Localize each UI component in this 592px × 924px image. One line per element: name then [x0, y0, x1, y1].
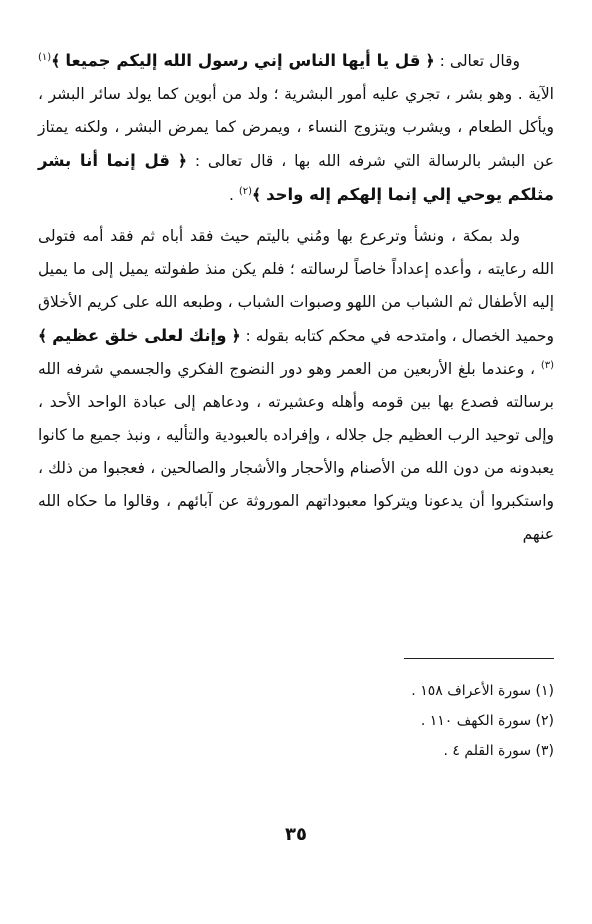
book-page	[38, 44, 554, 845]
verse-open-bracket: ﴿	[177, 152, 187, 170]
verse-close-bracket: ﴾	[51, 52, 61, 70]
paragraph-1-intro: وقال تعالى :	[434, 52, 520, 70]
footnote-ref-3: (٣)	[540, 359, 554, 371]
quran-verse-2: قل إنما أنا بشر مثلكم يوحي إلي إنما إلهكم إله واحد	[38, 151, 554, 204]
footnote-divider	[404, 658, 554, 659]
footnote-3: (٣) سورة القلم ٤ .	[443, 743, 554, 759]
paragraph-2-text-before: ولد بمكة ، ونشأ وترعرع بها ومُني باليتم حيث فقد أباه ثم فقد أمه فتولى الله رعايته ، وأعده إعداداً خاصاً لرسالته ؛ فلم يكن منذ طفولته يميل إلى ما يميل إليه الأطفال ثم الشباب من اللهو وصبوات الشباب ، وطبعه الله على كريم الأخلاق وحميد الخصال ، وامتدحه في محكم كتابه بقوله :	[38, 227, 554, 345]
paragraph-1	[38, 44, 554, 212]
paragraph-2	[38, 220, 554, 551]
main-text	[38, 44, 554, 551]
paragraph-1-continuation: الآية . وهو بشر ، تجري عليه أمور البشرية ؛ ولد من أبوين كما يولد سائر البشر ، ويأكل الطعام ، ويشرب ويتزوج النساء ، ويمرض كما يمرض البشر ، ولكنه يمتاز عن البشر بالرسالة التي شرفه الله بها ، قال تعالى :	[38, 85, 554, 170]
footnotes-list	[38, 676, 554, 766]
quran-verse-3: وإنك لعلى خلق عظيم	[52, 326, 227, 345]
footnote-ref-1: (١)	[38, 51, 52, 63]
verse-open-bracket: ﴿	[425, 52, 435, 70]
footnote-2: (٢) سورة الكهف ١١٠ .	[420, 713, 554, 729]
footnote-1: (١) سورة الأعراف ١٥٨ .	[411, 683, 554, 699]
paragraph-1-end: .	[228, 186, 239, 204]
page-number: ٣٥	[285, 824, 307, 845]
quran-verse-1: قل يا أيها الناس إني رسول الله إليكم جميعا	[65, 51, 421, 70]
paragraph-2-text-after: ، وعندما بلغ الأربعين من العمر وهو دور النضوج الفكري والجسمي شرفه الله برسالته فصدع بها بين قومه وأهله وعشيرته ، ودعاهم إلى عبادة الواحد الأحد ، وإلى توحيد الرب العظيم جل جلاله ، وإفراده بالعبودية والتأليه ، ونبذ جميع ما كانوا يعبدونه من دون الله من الأصنام والأحجار والأشجار والصالحين ، فعجبوا من ذلك ، واستكبروا أن يدعونا ويتركوا معبوداتهم الموروثة عن آبائهم ، وقالوا ما حكاه الله عنهم	[38, 360, 554, 543]
footnote-ref-2: (٢)	[238, 185, 253, 197]
verse-close-bracket: ﴾	[38, 327, 48, 345]
verse-close-bracket: ﴾	[252, 186, 262, 204]
verse-open-bracket: ﴿	[231, 327, 241, 345]
